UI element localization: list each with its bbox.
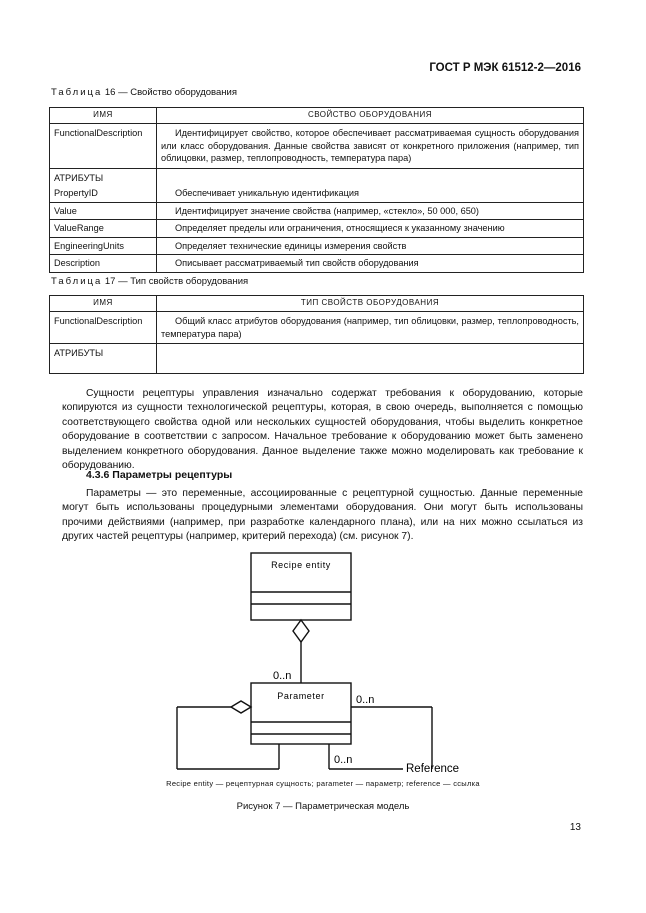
table17-cell-desc: Общий класс атрибутов оборудования (например, тип облицовки, размер, теплопроводность, температура пара) <box>157 312 584 344</box>
aggregation-diamond-top <box>293 620 309 642</box>
document-header: ГОСТ Р МЭК 61512-2—2016 <box>429 62 581 74</box>
table16-cell-desc: Определяет пределы или ограничения, относящиеся к указанному значению <box>157 220 584 238</box>
table16-cell-desc: Идентифицирует значение свойства (например, «стекло», 50 000, 650) <box>157 202 584 220</box>
recipe-entity-label: Recipe entity <box>271 560 331 570</box>
figure-caption: Рисунок 7 — Параметрическая модель <box>236 801 410 812</box>
multiplicity-bottom: 0..n <box>334 754 353 766</box>
table17-caption-text: 17 — Тип свойств оборудования <box>102 276 249 287</box>
reference-label: Reference <box>406 763 460 775</box>
page-number: 13 <box>569 822 581 833</box>
table16-cell-desc: Описывает рассматриваемый тип свойств оборудования <box>157 255 584 273</box>
table17-cell-name: FunctionalDescription <box>50 312 157 344</box>
table16-cell-desc: Определяет технические единицы измерения свойств <box>157 237 584 255</box>
multiplicity-right: 0..n <box>356 694 375 706</box>
table16-cell-desc: Обеспечивает уникальную идентификация <box>157 185 584 202</box>
aggregation-diamond-left <box>231 701 251 713</box>
multiplicity-top: 0..n <box>273 670 292 682</box>
paragraph-text: Сущности рецептуры управления изначально содержат требования к оборудованию, которые копируются из сущности технологической рецептуры, которая, в свою очередь, выполняется с помощью соответствующего свойства одной или нескольких сущностей оборудования, чтобы выделить конкретное оборудование в соответствии с запросом. Начальное требование к оборудованию может быть заменено выделением конкретного оборудования. Данное выделение также можно моделировать как требование к оборудованию. <box>62 388 583 472</box>
table17-cell-name: АТРИБУТЫ <box>50 344 157 374</box>
table17-col-name: ИМЯ <box>50 296 157 312</box>
table16-cell-name: АТРИБУТЫ <box>50 168 157 185</box>
paragraph-text: Параметры — это переменные, ассоциированные с рецептурной сущностью. Данные переменные могут быть использованы процедурными элементами оборудования. Они могут быть использованы прочими действиями (например, при разработке календарного плана), или на них можно ссылаться из других частей рецептуры (например, критерий перехода) (см. рисунок 7). <box>62 488 583 543</box>
parameter-label: Parameter <box>277 691 325 701</box>
table16-caption-text: 16 — Свойство оборудования <box>102 87 237 98</box>
table16-cell-desc: Идентифицирует свойство, которое обеспечивает рассматриваемая сущность оборудования или класс оборудования. Данные свойства зависят от конкретного приложения (например, тип облицовки, размер, теплопроводность, температура пара) <box>157 124 584 169</box>
table16-caption-prefix: Таблица <box>51 87 103 98</box>
table17-caption-prefix: Таблица <box>51 276 103 287</box>
table16-cell-name: ValueRange <box>50 220 157 238</box>
section-heading: 4.3.6 Параметры рецептуры <box>86 469 233 481</box>
table16-col-property: СВОЙСТВО ОБОРУДОВАНИЯ <box>157 108 584 124</box>
table16-cell-name: PropertyID <box>50 185 157 202</box>
table16-cell-name: EngineeringUnits <box>50 237 157 255</box>
table16-cell-name: Description <box>50 255 157 273</box>
table16-cell-name: Value <box>50 202 157 220</box>
figure-legend: Recipe entity — рецептурная сущность; parameter — параметр; reference — ссылка <box>166 779 480 788</box>
table16-cell-name: FunctionalDescription <box>50 124 157 169</box>
table17-col-type: ТИП СВОЙСТВ ОБОРУДОВАНИЯ <box>157 296 584 312</box>
table16-col-name: ИМЯ <box>50 108 157 124</box>
